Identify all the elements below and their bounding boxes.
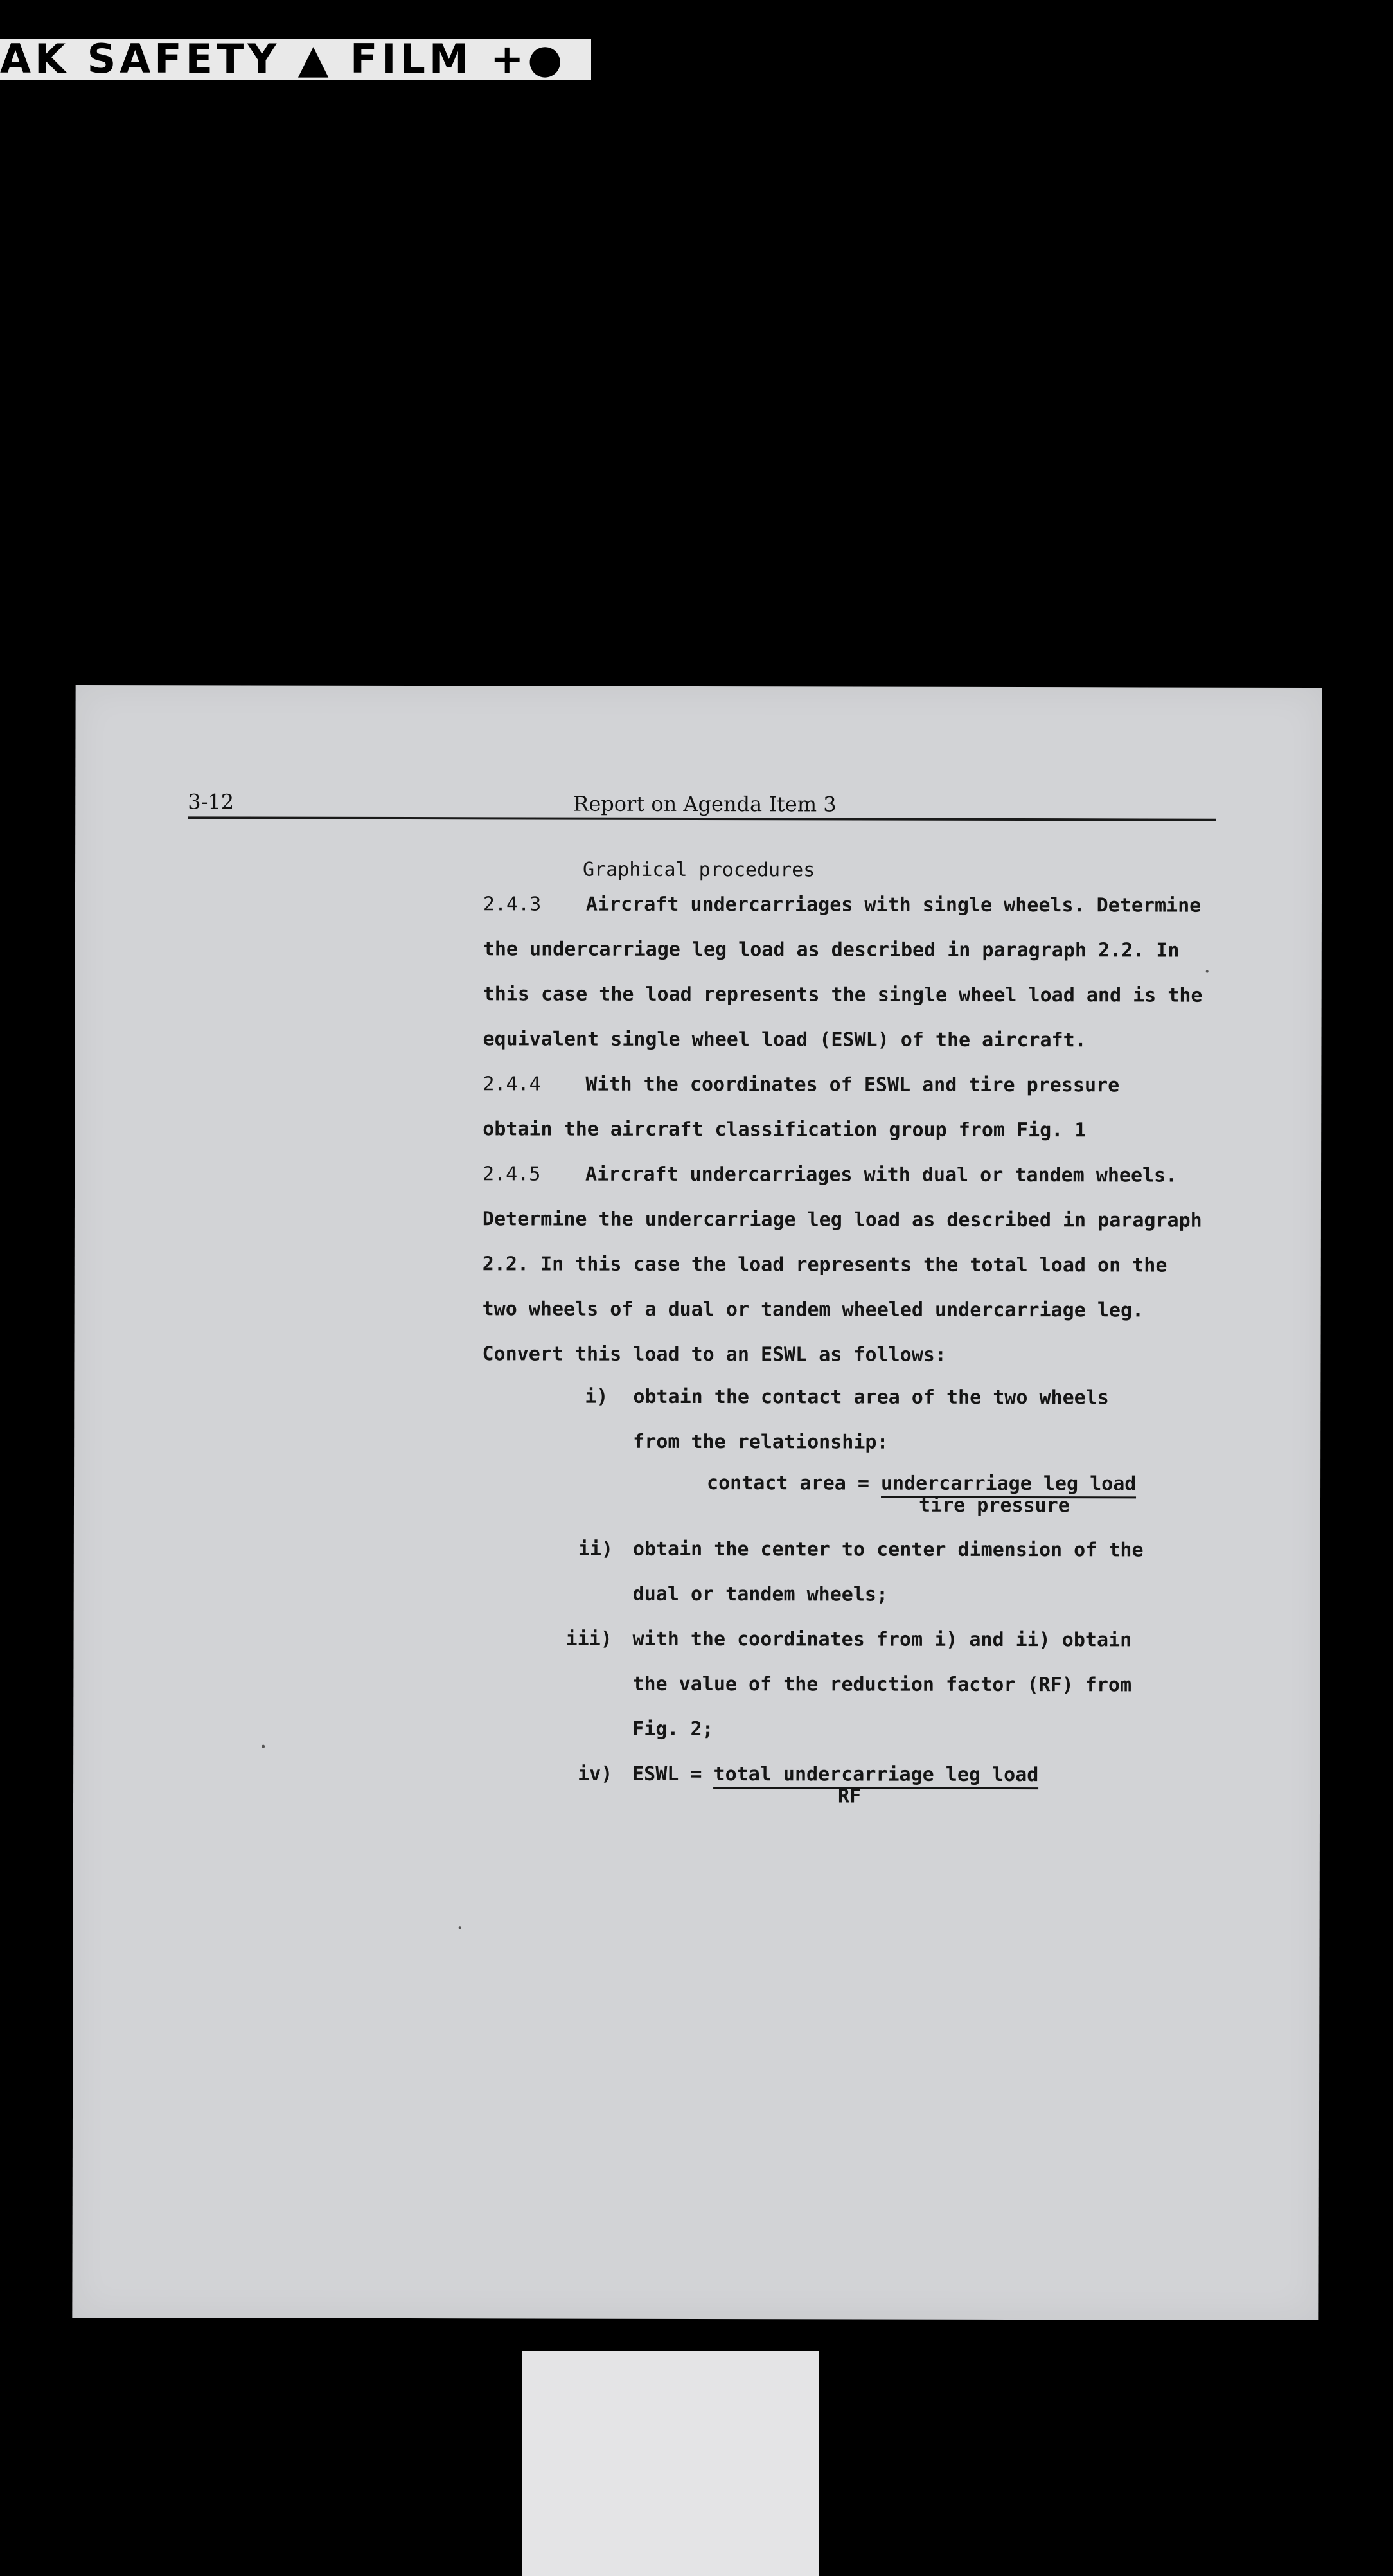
- paragraph-number: 2.4.3: [483, 893, 542, 916]
- document-page: [72, 685, 1322, 2320]
- film-speck: [262, 1745, 265, 1748]
- list-item-iii-line-1: with the coordinates from i) and ii) obtain: [632, 1627, 1132, 1652]
- list-item-i-marker: i): [585, 1385, 608, 1408]
- list-item-i-line-1: obtain the contact area of the two wheels: [633, 1385, 1109, 1409]
- eswl-formula: [632, 1762, 1039, 1808]
- formula-numerator: total undercarriage leg load: [714, 1763, 1039, 1789]
- film-speck: [1206, 970, 1209, 973]
- formula-denominator: RF: [838, 1785, 862, 1808]
- paragraph-number: 2.4.4: [483, 1073, 541, 1096]
- page-number: 3-12: [188, 789, 235, 814]
- list-item-ii-marker: ii): [578, 1537, 614, 1561]
- formula-lhs: contact area =: [707, 1472, 869, 1495]
- page-header: [188, 788, 1216, 821]
- formula-lhs: ESWL =: [632, 1762, 702, 1786]
- list-item-iv-marker: iv): [578, 1762, 613, 1785]
- paragraph-2-4-3-line-4: equivalent single wheel load (ESWL) of the aircraft.: [483, 1028, 1087, 1052]
- paragraph-2-4-3-line-3: this case the load represents the single wheel load and is the: [483, 983, 1203, 1007]
- paragraph-2-4-3-line-2: the undercarriage leg load as described in paragraph 2.2. In: [483, 938, 1180, 962]
- list-item-iii-line-2: the value of the reduction factor (RF) from: [632, 1672, 1132, 1697]
- paragraph-2-4-3-line-1: [483, 882, 1216, 928]
- film-edge-label: AK SAFETY ▲ FILM +●: [0, 39, 591, 80]
- paragraph-2-4-5-line-5: Convert this load to an ESWL as follows:: [482, 1343, 946, 1366]
- report-title: Report on Agenda Item 3: [573, 791, 837, 817]
- list-item-i-line-2: from the relationship:: [633, 1430, 889, 1454]
- paragraph-2-4-5-line-4: two wheels of a dual or tandem wheeled undercarriage leg.: [482, 1298, 1144, 1322]
- paragraph-text: Aircraft undercarriages with dual or tandem wheels.: [585, 1163, 1178, 1187]
- list-item-ii-line-2: dual or tandem wheels;: [632, 1582, 889, 1606]
- paragraph-2-4-5-line-2: Determine the undercarriage leg load as described in paragraph: [482, 1208, 1202, 1232]
- formula-numerator: undercarriage leg load: [881, 1472, 1136, 1499]
- list-item-ii-line-1: obtain the center to center dimension of the: [632, 1537, 1144, 1562]
- list-item-iii-marker: iii): [565, 1627, 612, 1650]
- paragraph-2-4-4-line-1: [483, 1062, 1215, 1108]
- paragraph-2-4-5-line-1: [483, 1152, 1215, 1198]
- film-leader-card: [522, 2351, 819, 2576]
- list-item-iii-line-3: Fig. 2;: [632, 1717, 714, 1741]
- formula-denominator: tire pressure: [918, 1494, 1070, 1517]
- body-text: [482, 882, 1216, 1378]
- paragraph-2-4-5-line-3: 2.2. In this case the load represents the total load on the: [482, 1253, 1167, 1277]
- contact-area-formula: [707, 1472, 1137, 1517]
- paragraph-2-4-4-line-2: obtain the aircraft classification group from Fig. 1: [483, 1118, 1087, 1142]
- film-speck: [459, 1926, 461, 1929]
- paragraph-number: 2.4.5: [483, 1163, 541, 1186]
- paragraph-text: With the coordinates of ESWL and tire pressure: [585, 1073, 1120, 1097]
- section-subheading: Graphical procedures: [583, 858, 815, 882]
- paragraph-text: Aircraft undercarriages with single wheels. Determine: [585, 893, 1202, 917]
